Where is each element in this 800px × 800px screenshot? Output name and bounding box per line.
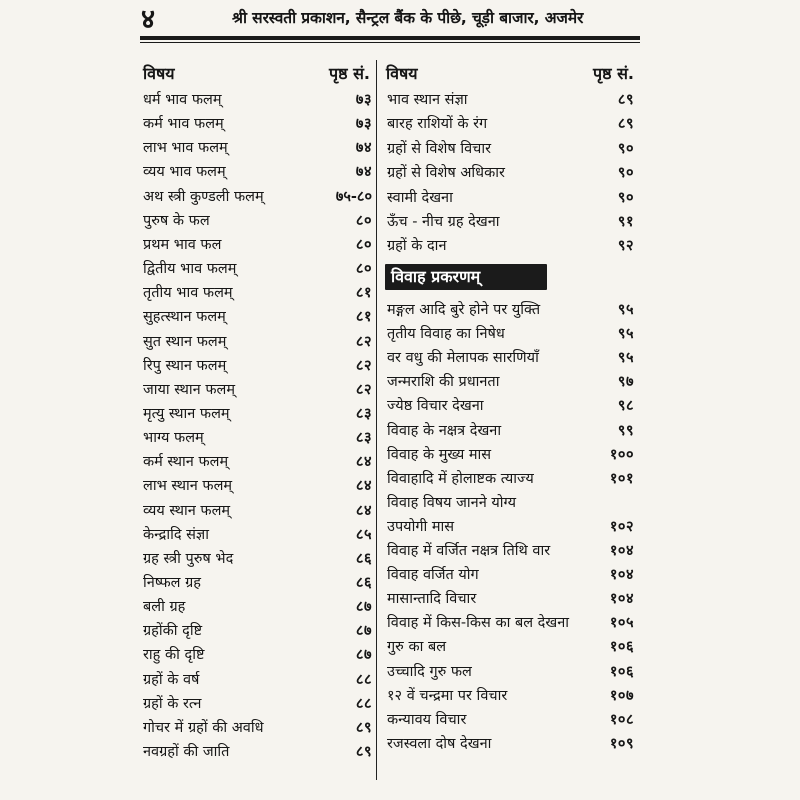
entry-title: भाव स्थान संज्ञा	[387, 92, 468, 108]
entry-page-number: ८८	[355, 695, 372, 712]
entry-title: जन्मराशि की प्रधानता	[387, 374, 500, 391]
entry-page-number: ७३	[355, 116, 372, 133]
index-entry	[387, 587, 634, 611]
entry-page-number: ९०	[617, 189, 634, 206]
entry-title: मङ्गल आदि बुरे होने पर युक्ति	[387, 302, 541, 318]
index-entry	[387, 137, 634, 161]
entry-page-number: ८४	[355, 502, 372, 519]
entry-title: प्रथम भाव फल	[143, 236, 222, 253]
index-entry	[387, 539, 634, 563]
entry-page-number: १००	[609, 446, 634, 463]
entry-page-number: ८७	[355, 647, 372, 664]
entry-title: ऊँच - नीच ग्रह देखना	[387, 214, 500, 230]
entry-page-number: १०२	[609, 518, 634, 535]
index-entry	[387, 394, 634, 418]
entry-title: कन्यावय विचार	[387, 711, 467, 728]
index-entry	[143, 354, 372, 378]
entry-page-number: ८०	[355, 236, 372, 253]
index-entry	[143, 185, 372, 209]
entry-page-number: ८३	[355, 430, 372, 447]
entry-page-number: ८९	[355, 744, 372, 761]
index-entry	[387, 563, 634, 587]
entry-page-number: ९५	[617, 326, 634, 343]
index-entry	[143, 595, 372, 619]
entry-title: ज्येष्ठ विचार देखना	[387, 398, 484, 415]
entry-page-number: १०६	[609, 639, 634, 656]
entry-title: तृतीय विवाह का निषेध	[387, 326, 505, 343]
entry-page-number: ८२	[355, 381, 372, 398]
entry-title: नवग्रहों की जाति	[143, 744, 230, 761]
index-entry	[387, 346, 634, 370]
entry-title: विवाह के नक्षत्र देखना	[387, 422, 502, 439]
entry-page-number: १०४	[609, 567, 634, 584]
entry-title: ग्रहों से विशेष अधिकार	[387, 165, 505, 182]
index-entry	[143, 257, 372, 281]
entry-page-number: ७५-८०	[335, 188, 372, 205]
entry-title: विवाहादि में होलाष्टक त्याज्य	[387, 470, 534, 487]
left-heading-subject: विषय	[143, 64, 175, 83]
entry-page-number: १०७	[609, 687, 634, 704]
index-entry	[387, 515, 634, 539]
index-entry	[387, 708, 634, 732]
entry-page-number: ८७	[355, 623, 372, 640]
entry-title: ग्रहों से विशेष विचार	[387, 140, 492, 157]
entry-title: निष्फल ग्रह	[143, 575, 201, 591]
entry-title: ग्रहों के वर्ष	[143, 671, 200, 688]
index-entry	[143, 474, 372, 498]
entry-title: मृत्यु स्थान फलम्	[143, 405, 230, 422]
left-heading-page: पृष्ठ सं.	[329, 64, 370, 83]
entry-title: रिपु स्थान फलम्	[143, 357, 227, 374]
entry-title: बारह राशियों के रंग	[387, 116, 488, 133]
index-entry	[143, 378, 372, 402]
entry-page-number: ८१	[355, 285, 372, 302]
entry-page-number: ८९	[617, 116, 634, 133]
index-entry	[387, 419, 634, 443]
right-heading-page: पृष्ठ सं.	[593, 64, 634, 83]
index-entry	[143, 209, 372, 233]
index-entry	[387, 467, 634, 491]
publisher-header: श्री सरस्वती प्रकाशन, सैन्ट्रल बैंक के पीछे, चूड़ी बाजार, अजमेर	[232, 9, 584, 27]
index-entry	[387, 611, 634, 635]
index-entry	[143, 402, 372, 426]
index-entry	[387, 732, 634, 756]
entry-title: द्वितीय भाव फलम्	[143, 261, 237, 278]
index-entry	[143, 643, 372, 667]
entry-title: १२ वें चन्द्रमा पर विचार	[387, 687, 508, 704]
index-entry	[387, 161, 634, 185]
entry-title: व्यय स्थान फलम्	[143, 502, 231, 519]
entry-title: मासान्तादि विचार	[387, 591, 477, 608]
entry-page-number: ८४	[355, 454, 372, 471]
entry-page-number: ८४	[355, 478, 372, 495]
entry-page-number: ९०	[617, 140, 634, 157]
entry-page-number: ७४	[355, 140, 372, 157]
index-entry	[143, 716, 372, 740]
entry-page-number: ९५	[617, 302, 634, 318]
index-entry	[143, 330, 372, 354]
entry-page-number: ८०	[355, 212, 372, 229]
entry-page-number: ९०	[617, 165, 634, 182]
entry-title: ग्रहों के रत्न	[143, 695, 202, 712]
entry-page-number: १०४	[609, 543, 634, 559]
entry-title: लाभ स्थान फलम्	[143, 478, 233, 495]
entry-title: उपयोगी मास	[387, 518, 455, 535]
index-entry	[143, 426, 372, 450]
entry-title: विवाह में किस-किस का बल देखना	[387, 615, 570, 632]
page-number: ४	[141, 4, 156, 35]
entry-title: कर्म भाव फलम्	[143, 116, 224, 133]
index-entry	[143, 547, 372, 571]
entry-title: तृतीय भाव फलम्	[143, 285, 233, 302]
index-entry	[387, 322, 634, 346]
entry-page-number: १०९	[609, 735, 634, 752]
entry-title: विवाह वर्जित योग	[387, 567, 479, 584]
index-entry	[387, 112, 634, 136]
index-entry	[387, 298, 634, 322]
entry-page-number: १०६	[609, 663, 634, 680]
entry-title: अथ स्त्री कुण्डली फलम्	[143, 188, 264, 205]
index-entry	[387, 370, 634, 394]
entry-title: स्वामी देखना	[387, 189, 453, 206]
entry-title: कर्म स्थान फलम्	[143, 454, 229, 471]
index-entry	[387, 635, 634, 659]
entry-page-number: ८७	[355, 599, 372, 616]
entry-title: बली ग्रह	[143, 599, 186, 616]
entry-page-number: ८३	[355, 405, 372, 422]
index-entry	[143, 668, 372, 692]
index-entry	[387, 684, 634, 708]
index-entry	[143, 523, 372, 547]
entry-title: गोचर में ग्रहों की अवधि	[143, 719, 264, 736]
entry-page-number: ९८	[617, 398, 634, 415]
entry-page-number: ८०	[355, 261, 372, 278]
entry-page-number: ८८	[355, 671, 372, 688]
entry-page-number: १०१	[609, 470, 634, 487]
header-rule	[140, 36, 640, 43]
entry-title: ग्रह स्त्री पुरुष भेद	[143, 550, 234, 567]
entry-page-number: ८५	[355, 526, 372, 543]
entry-title: ग्रहोंकी दृष्टि	[143, 623, 203, 640]
index-entry	[143, 112, 372, 136]
entry-title: केन्द्रादि संज्ञा	[143, 526, 209, 543]
entry-page-number: ९९	[617, 422, 634, 439]
index-entry	[143, 233, 372, 257]
right-heading-subject: विषय	[386, 64, 418, 83]
index-entry	[143, 571, 372, 595]
entry-title: सुहत्स्थान फलम्	[143, 309, 226, 326]
entry-page-number: ९५	[617, 350, 634, 367]
index-entry	[387, 234, 634, 258]
entry-page-number: ८१	[355, 309, 372, 326]
entry-title: गुरु का बल	[387, 639, 447, 656]
entry-page-number: ९१	[617, 214, 634, 230]
entry-page-number: १०५	[609, 615, 634, 632]
entry-title: भाग्य फलम्	[143, 430, 204, 447]
index-entry	[143, 740, 372, 764]
entry-title: लाभ भाव फलम्	[143, 140, 228, 157]
entry-title: सुत स्थान फलम्	[143, 333, 227, 350]
entry-page-number: ८६	[355, 575, 372, 591]
index-entry	[387, 491, 634, 515]
entry-page-number: ८२	[355, 333, 372, 350]
index-entry	[387, 660, 634, 684]
index-entry	[143, 305, 372, 329]
entry-title: वर वधु की मेलापक सारणियाँ	[387, 350, 539, 367]
entry-page-number: ७४	[355, 164, 372, 181]
index-entry	[387, 443, 634, 467]
index-entry	[143, 88, 372, 112]
entry-title: विवाह में वर्जित नक्षत्र तिथि वार	[387, 543, 551, 559]
entry-page-number: ८२	[355, 357, 372, 374]
index-entry	[387, 210, 634, 234]
entry-page-number: ८६	[355, 550, 372, 567]
entry-page-number: ७३	[355, 92, 372, 108]
index-entry	[143, 692, 372, 716]
entry-page-number: ९७	[617, 374, 634, 391]
entry-title: जाया स्थान फलम्	[143, 381, 235, 398]
entry-page-number: १०८	[609, 711, 634, 728]
section-heading: विवाह प्रकरणम्	[385, 264, 547, 290]
entry-title: राहु की दृष्टि	[143, 647, 205, 664]
entry-title: ग्रहों के दान	[387, 238, 447, 255]
entry-page-number: १०४	[609, 591, 634, 608]
index-entry	[143, 499, 372, 523]
index-entry	[143, 136, 372, 160]
entry-title: विवाह के मुख्य मास	[387, 446, 492, 463]
entry-title: व्यय भाव फलम्	[143, 164, 226, 181]
index-entry	[143, 281, 372, 305]
index-entry	[143, 450, 372, 474]
index-entry	[387, 88, 634, 112]
index-entry	[387, 186, 634, 210]
entry-page-number: ९२	[617, 238, 634, 255]
entry-title: विवाह विषय जानने योग्य	[387, 494, 517, 511]
entry-page-number: ८९	[617, 92, 634, 108]
entry-title: पुरुष के फल	[143, 212, 210, 229]
entry-title: रजस्वला दोष देखना	[387, 735, 492, 752]
index-entry	[143, 619, 372, 643]
entry-title: उच्चादि गुरु फल	[387, 663, 472, 680]
column-divider	[376, 60, 377, 780]
entry-title: धर्म भाव फलम्	[143, 92, 222, 108]
index-entry	[143, 160, 372, 184]
entry-page-number: ८९	[355, 719, 372, 736]
